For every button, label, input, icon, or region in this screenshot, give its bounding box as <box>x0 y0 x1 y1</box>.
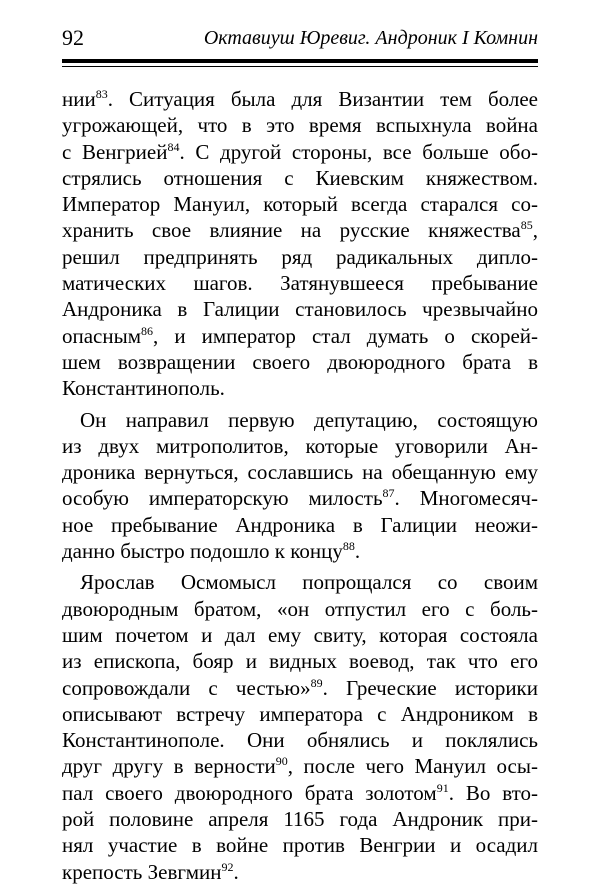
footnote-ref: 84 <box>167 139 180 154</box>
text-line <box>62 217 538 243</box>
text-run: сопровождали с честью» <box>62 675 311 700</box>
text-run: . Многомесяч- <box>394 486 538 511</box>
text-line <box>62 806 538 832</box>
text-line <box>62 323 538 349</box>
text-run: стрялись отношения с Киевским княжеством. <box>62 165 538 190</box>
text-line <box>62 832 538 858</box>
text-run: из епископа, бояр и видных воевод, так что его <box>62 649 538 674</box>
text-run: опасным <box>62 323 142 348</box>
text-line <box>62 569 538 595</box>
text-run: , после чего Мануил осы- <box>287 754 538 779</box>
footnote-ref: 89 <box>310 675 323 690</box>
text-line <box>62 165 538 191</box>
footnote-ref: 91 <box>436 780 449 795</box>
text-line <box>62 485 538 511</box>
text-line <box>62 648 538 674</box>
text-run: двоюродным братом, «он отпустил его с боль- <box>62 596 538 621</box>
text-run: Андроника в Галиции становилось чрезвычайно <box>62 297 538 322</box>
text-line <box>62 86 538 112</box>
text-run: угрожающей, что в это время вспыхнула война <box>62 113 538 138</box>
footnote-ref: 88 <box>342 539 355 554</box>
text-run: . <box>233 859 239 884</box>
text-run: Константинополь. <box>62 376 225 401</box>
text-line <box>62 622 538 648</box>
text-run: . <box>354 539 361 564</box>
text-run: хранить свое влияние на русские княжества <box>62 218 521 243</box>
text-line <box>62 191 538 217</box>
text-run: нял участие в войне против Венгрии и осадил <box>62 833 538 858</box>
text-run: дроника вернуться, сославшись на обещанную ему <box>62 460 538 485</box>
text-line <box>62 407 538 433</box>
text-line <box>62 139 538 165</box>
text-run: нии <box>62 87 96 111</box>
text-run: данно быстро подошло к концу <box>62 539 343 564</box>
text-line <box>62 753 538 779</box>
footnote-ref: 90 <box>275 754 288 769</box>
text-line <box>62 701 538 727</box>
header-rule-thick <box>62 59 538 63</box>
text-line <box>62 296 538 322</box>
text-line <box>62 727 538 753</box>
paragraph <box>62 86 538 402</box>
footnote-ref: 86 <box>141 323 154 338</box>
text-run: Он направил первую депутацию, состоящую <box>80 407 538 432</box>
page-number: 92 <box>62 25 84 50</box>
text-line <box>62 780 538 806</box>
text-run: , и император стал думать о скорей- <box>153 323 538 348</box>
paragraph <box>62 407 538 565</box>
text-run: Император Мануил, который всегда старался со- <box>62 192 538 217</box>
text-run: . С другой стороны, все больше обо- <box>179 139 538 164</box>
running-head: Октавиуш Юревиг. Андроник I Комнин <box>203 27 538 49</box>
body-text <box>62 86 538 885</box>
text-run: шим почетом и дал ему свиту, которая состояла <box>62 622 538 647</box>
text-line <box>62 244 538 270</box>
footnote-ref: 85 <box>520 218 533 233</box>
text-line <box>62 675 538 701</box>
footnote-ref: 92 <box>221 859 234 874</box>
text-line <box>62 433 538 459</box>
text-line <box>62 459 538 485</box>
footnote-ref: 87 <box>382 486 395 501</box>
text-line <box>62 538 538 564</box>
text-run: друг другу в верности <box>62 754 276 779</box>
book-page <box>62 22 539 884</box>
text-run: пал своего двоюродного брата золотом <box>62 780 437 805</box>
text-run: из двух митрополитов, которые уговорили Ан- <box>62 433 538 458</box>
text-line <box>62 596 538 622</box>
text-run: крепость Зевгмин <box>62 859 222 884</box>
text-run: с Венгрией <box>62 139 168 164</box>
text-run: особую императорскую милость <box>62 486 383 511</box>
text-run: описывают встречу императора с Андроником в <box>62 701 538 726</box>
header-rule-thin <box>62 66 538 67</box>
text-line <box>62 349 538 375</box>
text-run: шем возвращении своего двоюродного брата в <box>62 349 538 374</box>
text-line <box>62 270 538 296</box>
text-line <box>62 112 538 138</box>
text-run: . Во вто- <box>448 780 539 805</box>
text-run: ное пребывание Андроника в Галиции неожи- <box>62 512 538 537</box>
text-run: , <box>532 218 538 243</box>
text-run: матических шагов. Затянувшееся пребывание <box>62 271 538 296</box>
text-line <box>62 512 538 538</box>
text-run: . Греческие историки <box>322 675 538 700</box>
text-run: . Ситуация была для Византии тем более <box>107 87 538 111</box>
text-run: рой половине апреля 1165 года Андроник при- <box>62 807 538 832</box>
text-line <box>62 375 538 401</box>
text-run: Ярослав Осмомысл попрощался со своим <box>80 570 538 595</box>
text-run: Константинополе. Они обнялись и поклялись <box>62 728 538 753</box>
text-run: решил предпринять ряд радикальных дипло- <box>62 244 538 269</box>
footnote-ref: 83 <box>95 87 108 101</box>
paragraph <box>62 569 538 885</box>
page-header <box>62 22 538 56</box>
